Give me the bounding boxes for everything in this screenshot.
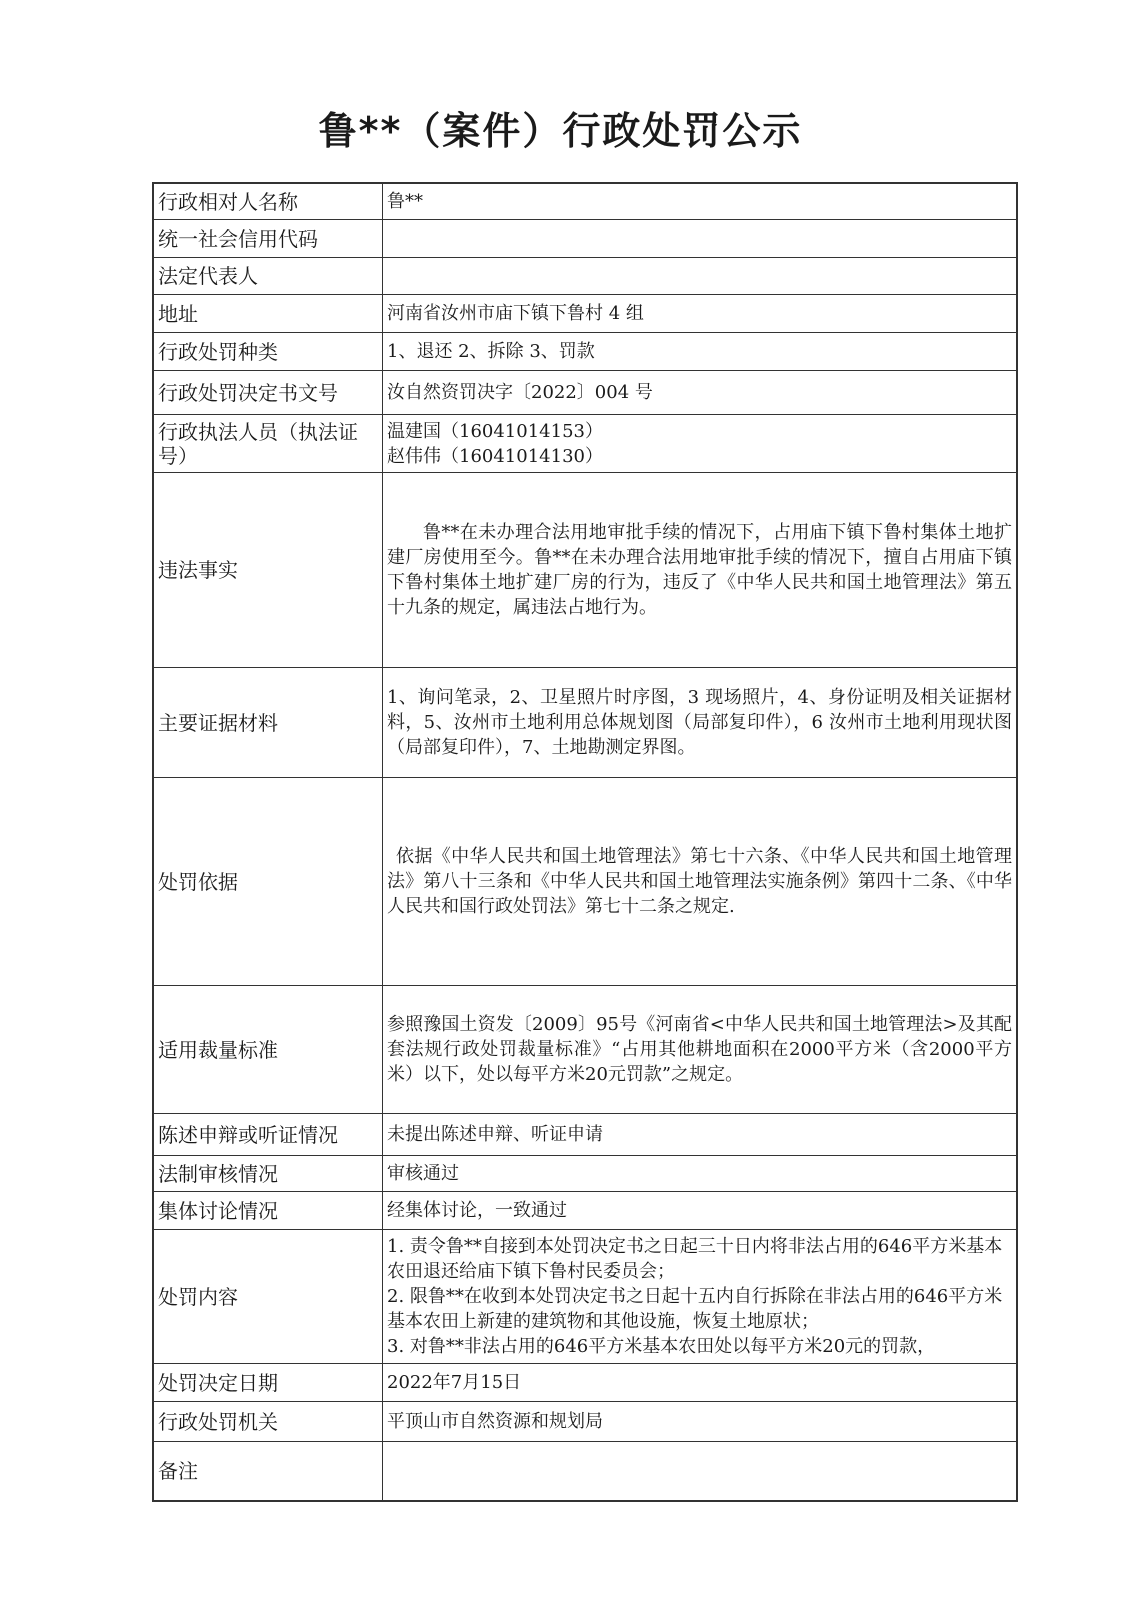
row-label: 处罚依据 [154,778,383,985]
row-value [383,415,1016,472]
table-row [154,1402,1016,1442]
officer-line: 温建国（16041014153） [387,420,603,442]
table-row [154,778,1016,986]
row-label: 法定代表人 [154,258,383,294]
row-value [383,1230,1016,1363]
row-label: 集体讨论情况 [154,1192,383,1229]
evidence-text: 1、询问笔录，2、卫星照片时序图，3 现场照片，4、身份证明及相关证据材料，5、汝州市土地利用总体规划图（局部复印件），6 汝州市土地利用现状图（局部复印件），7、土地勘测定界图。 [387,687,1012,758]
penalty-line: 3. 对鲁**非法占用的646平方米基本农田处以每平方米20元的罚款， [387,1336,936,1357]
row-value: 鲁** [387,191,423,212]
basis-text: 依据《中华人民共和国土地管理法》第七十六条、《中华人民共和国土地管理法》第八十三条和《中华人民共和国土地管理法实施条例》第四十二条、《中华人民共和国行政处罚法》第七十二条之规定. [387,846,1012,917]
row-label: 行政处罚机关 [154,1402,383,1441]
table-row [154,1364,1016,1402]
row-label: 陈述申辩或听证情况 [154,1114,383,1155]
table-row [154,371,1016,415]
row-value [383,1442,1016,1500]
table-row [154,668,1016,778]
table-row [154,258,1016,295]
violation-facts-text: 鲁**在未办理合法用地审批手续的情况下，占用庙下镇下鲁村集体土地扩建厂房使用至今。鲁**在未办理合法用地审批手续的情况下，擅自占用庙下镇下鲁村集体土地扩建厂房的行为，违反了《中华人民共和国土地管理法》第五十九条的规定，属违法占地行为。 [387,522,1012,618]
page-title: 鲁**（案件）行政处罚公示 [318,109,803,153]
row-label: 处罚内容 [154,1230,383,1363]
row-value [383,668,1016,777]
row-value [383,258,1016,294]
row-value: 1、退还 2、拆除 3、罚款 [387,341,595,362]
table-row [154,1192,1016,1230]
row-label: 主要证据材料 [154,668,383,777]
row-label: 法制审核情况 [154,1156,383,1191]
table-row [154,333,1016,371]
penalty-line: 2. 限鲁**在收到本处罚决定书之日起十五内自行拆除在非法占用的646平方米基本农田上新建的建筑物和其他设施，恢复土地原状； [387,1286,1003,1332]
row-value [383,778,1016,985]
row-value [383,473,1016,667]
table-row [154,473,1016,668]
row-label: 违法事实 [154,473,383,667]
table-row [154,220,1016,258]
row-value [383,220,1016,257]
row-label: 统一社会信用代码 [154,220,383,257]
row-label: 处罚决定日期 [154,1364,383,1401]
row-label: 备注 [154,1442,383,1500]
table-row [154,1230,1016,1364]
row-value: 未提出陈述申辩、听证申请 [387,1124,603,1145]
table-row [154,1114,1016,1156]
table-row [154,415,1016,473]
row-label: 行政相对人名称 [154,184,383,219]
table-row [154,184,1016,220]
row-label: 行政执法人员（执法证号） [154,415,383,472]
row-label: 行政处罚种类 [154,333,383,370]
penalty-line: 1. 责令鲁**自接到本处罚决定书之日起三十日内将非法占用的646平方米基本农田退还给庙下镇下鲁村民委员会； [387,1236,1003,1282]
row-label: 地址 [154,295,383,332]
table-row [154,1156,1016,1192]
discretion-text: 参照豫国土资发〔2009〕95号《河南省<中华人民共和国土地管理法>及其配套法规行政处罚裁量标准》“占用其他耕地面积在2000平方米（含2000平方米）以下，处以每平方米20元罚款”之规定。 [387,1014,1012,1085]
row-value: 审核通过 [387,1163,459,1184]
row-label: 适用裁量标准 [154,986,383,1113]
penalty-table [152,182,1018,1502]
row-value: 2022年7月15日 [387,1372,522,1393]
row-value: 经集体讨论，一致通过 [387,1200,567,1221]
table-row [154,1442,1016,1500]
row-label: 行政处罚决定书文号 [154,371,383,414]
table-row [154,295,1016,333]
table-row [154,986,1016,1114]
officer-line: 赵伟伟（16041014130） [387,445,603,467]
row-value: 河南省汝州市庙下镇下鲁村 4 组 [387,303,644,324]
row-value: 平顶山市自然资源和规划局 [387,1411,603,1432]
row-value [383,986,1016,1113]
row-value: 汝自然资罚决字〔2022〕004 号 [387,382,653,403]
